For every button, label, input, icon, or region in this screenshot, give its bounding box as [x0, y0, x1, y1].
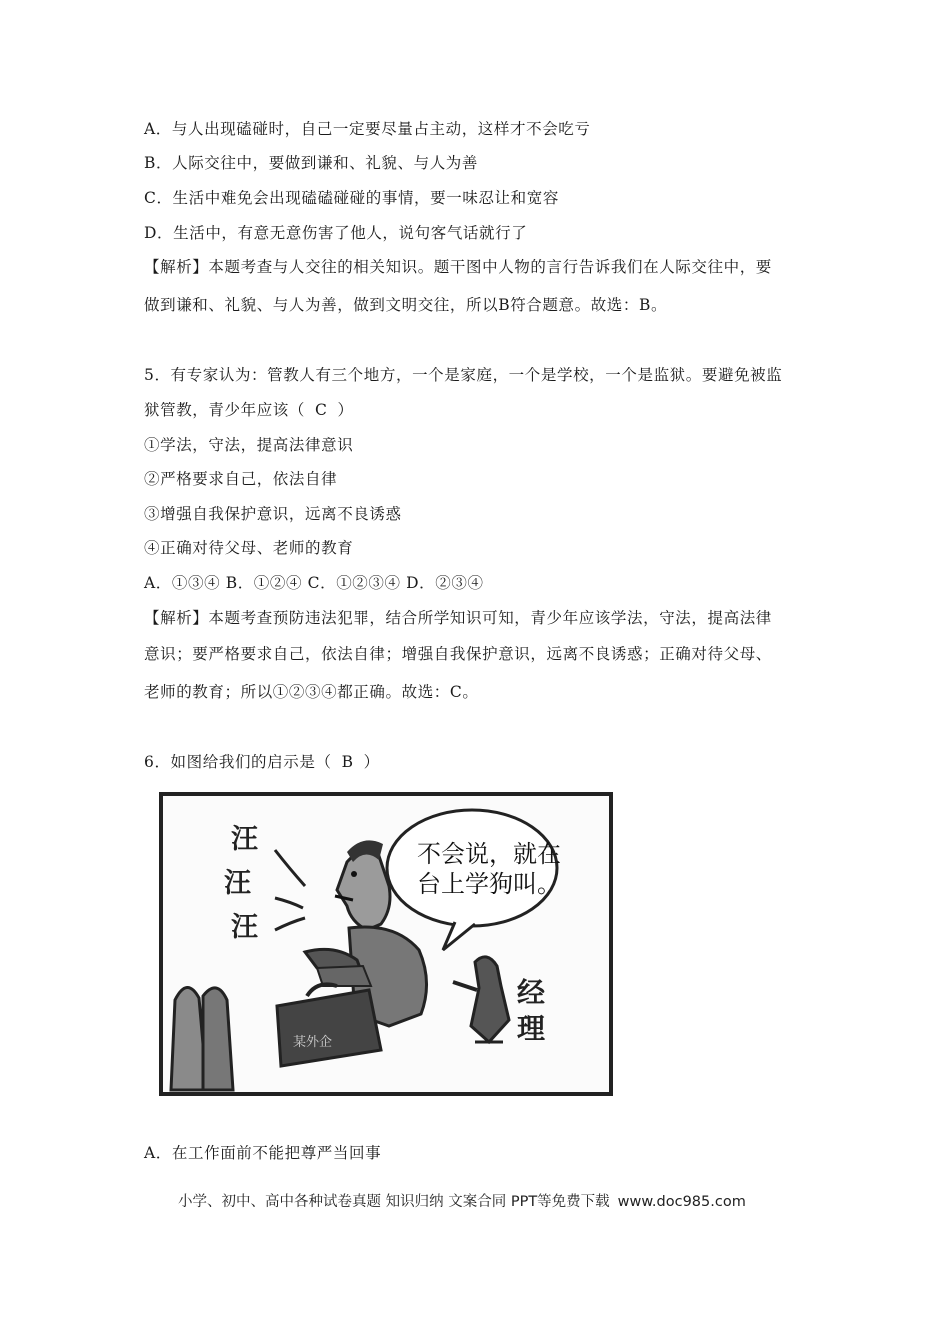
q5-analysis-line: 【解析】本题考查预防违法犯罪，结合所学知识可知，青少年应该学法，守法，提高法律 [144, 609, 772, 627]
q5-options: A．①③④ B．①②④ C．①②③④ D．②③④ [144, 574, 484, 592]
bark-text: 汪 [231, 824, 258, 855]
q4-option-b: B．人际交往中，要做到谦和、礼貌、与人为善 [144, 154, 478, 172]
q5-stem-prefix: 狱管教，青少年应该（ [144, 401, 306, 419]
q5-stem-line [144, 399, 354, 421]
q5-item: ②严格要求自己，依法自律 [144, 470, 338, 488]
footer [178, 1192, 746, 1212]
q4-analysis-line: 做到谦和、礼貌、与人为善，做到文明交往，所以B符合题意。故选：B。 [144, 296, 668, 314]
q5-analysis-line: 意识；要严格要求自己，依法自律；增强自我保护意识，远离不良诱惑；正确对待父母、 [144, 645, 772, 663]
q5-stem-suffix: ） [337, 401, 354, 419]
q4-option-d: D．生活中，有意无意伤害了他人，说句客气话就行了 [144, 224, 528, 242]
cartoon-image [157, 790, 615, 1098]
podium-label: 某外企 [293, 1035, 333, 1050]
q5-item: ①学法，守法，提高法律意识 [144, 436, 354, 454]
q4-option-a: A．与人出现磕碰时，自己一定要尽量占主动，这样才不会吃亏 [144, 120, 591, 138]
footer-text: 小学、初中、高中各种试卷真题 知识归纳 文案合同 PPT等免费下载 [178, 1194, 610, 1210]
q6-option-a: A．在工作面前不能把尊严当回事 [144, 1144, 382, 1162]
q6-answer: B [341, 753, 354, 771]
q5-stem-line: 5．有专家认为：管教人有三个地方，一个是家庭，一个是学校，一个是监狱。要避免被监 [144, 366, 783, 384]
q4-option-c: C．生活中难免会出现磕磕碰碰的事情，要一味忍让和宽容 [144, 189, 559, 207]
q5-item: ③增强自我保护意识，远离不良诱惑 [144, 505, 402, 523]
q6-stem-suffix: ） [363, 753, 380, 771]
speech-line: 不会说，就在 [417, 840, 561, 868]
manager-label: 经 [517, 976, 546, 1009]
manager-label: 理 [517, 1012, 546, 1045]
bark-text: 汪 [231, 912, 258, 943]
footer-url[interactable]: www.doc985.com [617, 1194, 746, 1210]
q5-analysis-line: 老师的教育；所以①②③④都正确。故选：C。 [144, 683, 479, 701]
q4-analysis-line: 【解析】本题考查与人交往的相关知识。题干图中人物的言行告诉我们在人际交往中，要 [144, 258, 772, 276]
speech-line: 台上学狗叫。 [417, 870, 561, 898]
q6-stem-prefix: 6．如图给我们的启示是（ [144, 753, 332, 771]
q5-item: ④正确对待父母、老师的教育 [144, 539, 354, 557]
q6-stem [144, 751, 380, 773]
q5-answer: C [315, 401, 328, 419]
bark-text: 汪 [224, 868, 251, 899]
audience [171, 987, 233, 1090]
